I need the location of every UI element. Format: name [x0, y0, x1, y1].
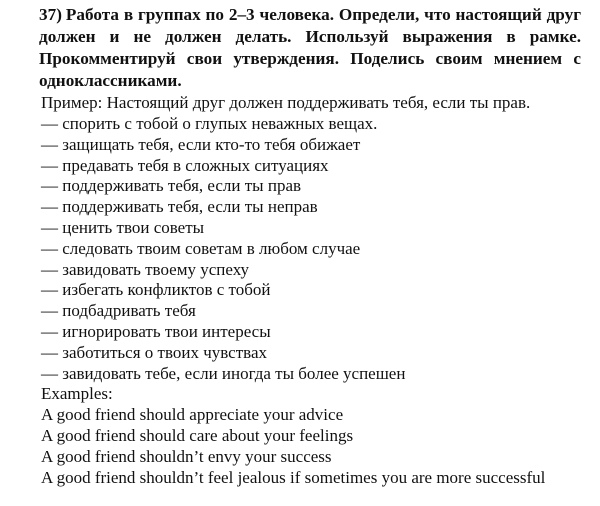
phrase-item: — подбадривать тебя [41, 301, 405, 322]
phrase-item: — заботиться о твоих чувствах [41, 343, 405, 364]
example-line: A good friend shouldn’t feel jealous if sometimes you are more successful [41, 468, 546, 487]
examples-block [41, 383, 545, 488]
phrase-item: — завидовать твоему успеху [41, 260, 405, 281]
examples-heading: Examples: [41, 384, 113, 403]
phrase-item: — предавать тебя в сложных ситуациях [41, 156, 405, 177]
phrase-item: — поддерживать тебя, если ты неправ [41, 197, 405, 218]
phrase-item: — игнорировать твои интересы [41, 322, 405, 343]
phrase-list [41, 114, 405, 384]
phrase-item: — спорить с тобой о глупых неважных вещах. [41, 114, 405, 135]
phrase-item: — следовать твоим советам в любом случае [41, 239, 405, 260]
phrase-item: — ценить твои советы [41, 218, 405, 239]
example-sentence: Пример: Настоящий друг должен поддерживать тебя, если ты прав. [41, 93, 531, 112]
phrase-item: — поддерживать тебя, если ты прав [41, 176, 405, 197]
task-text: Работа в группах по 2–3 человека. Определи, что настоящий друг должен и не должен делать. Используй выражения в рамке. Прокомментируй свои утверждения. Поделись своим мнением с одноклассниками. [39, 5, 581, 90]
task-instruction [39, 4, 581, 92]
example-line: A good friend should appreciate your advice [41, 405, 344, 424]
phrase-item: — избегать конфликтов с тобой [41, 280, 405, 301]
example-line: A good friend shouldn’t envy your success [41, 447, 332, 466]
example-line: A good friend should care about your feelings [41, 426, 354, 445]
phrase-item: — защищать тебя, если кто-то тебя обижает [41, 135, 405, 156]
task-number: 37) [39, 5, 62, 24]
phrase-item: — завидовать тебе, если иногда ты более успешен [41, 364, 405, 385]
